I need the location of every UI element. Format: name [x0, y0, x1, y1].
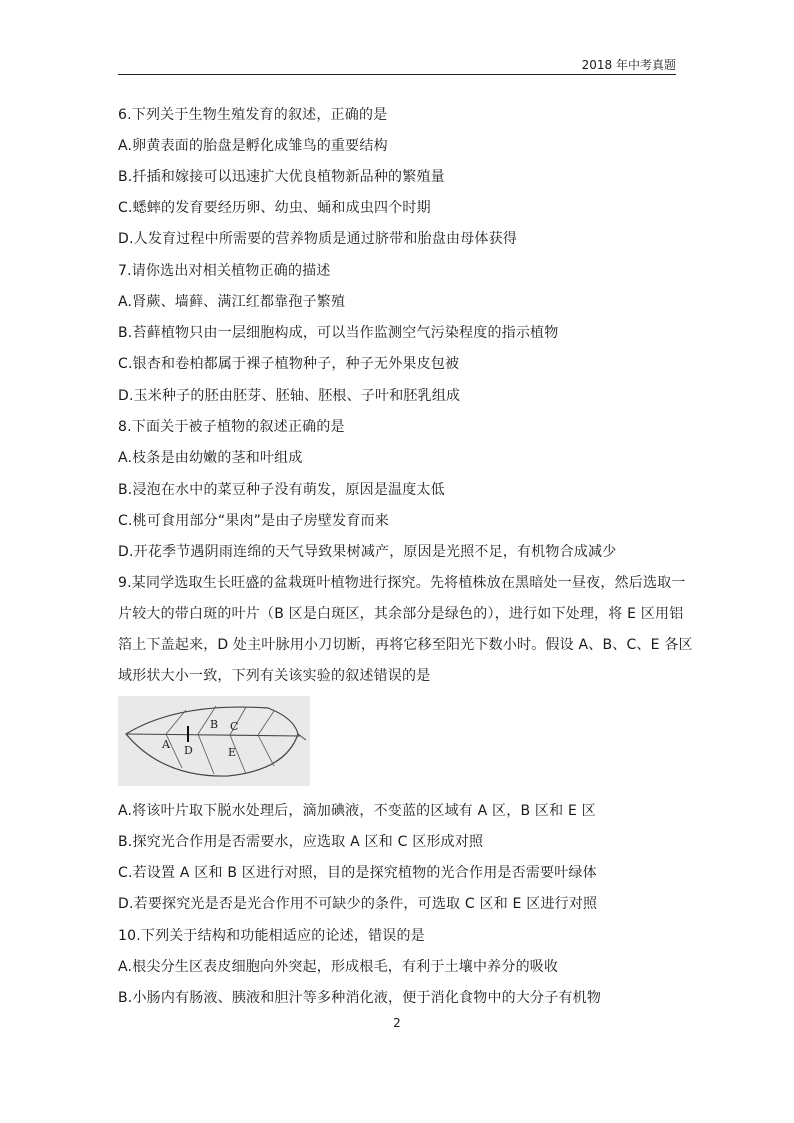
question-8-option-d: D.开花季节遇阴雨连绵的天气导致果树减产，原因是光照不足，有机物合成减少 — [118, 544, 617, 560]
page-header — [118, 56, 676, 75]
question-8-option-b: B.浸泡在水中的菜豆种子没有萌发，原因是温度太低 — [118, 482, 445, 498]
question-8-option-c: C.桃可食用部分“果肉”是由子房壁发育而来 — [118, 513, 389, 529]
question-8-stem: 8.下面关于被子植物的叙述正确的是 — [118, 419, 345, 435]
question-9-option-b: B.探究光合作用是否需要水，应选取 A 区和 C 区形成对照 — [118, 834, 484, 850]
leaf-midrib — [126, 734, 300, 736]
page-number: 2 — [393, 1016, 401, 1030]
leaf-vein-4 — [258, 711, 274, 735]
figure-label-a: A — [162, 738, 170, 751]
question-7-option-b: B.苔藓植物只由一层细胞构成，可以当作监测空气污染程度的指示植物 — [118, 325, 559, 341]
question-7-option-c: C.银杏和卷柏都属于裸子植物种子，种子无外果皮包被 — [118, 356, 460, 372]
leaf-diagram — [118, 696, 310, 786]
question-6-option-c: C.蟋蟀的发育要经历卵、幼虫、蛹和成虫四个时期 — [118, 200, 431, 216]
question-10-option-b: B.小肠内有肠液、胰液和胆汁等多种消化液，便于消化食物中的大分子有机物 — [118, 990, 602, 1006]
question-10-stem: 10.下列关于结构和功能相适应的论述，错误的是 — [118, 928, 425, 944]
question-6-stem: 6.下列关于生物生殖发育的叙述，正确的是 — [118, 107, 388, 123]
question-6-option-b: B.扦插和嫁接可以迅速扩大优良植物新品种的繁殖量 — [118, 169, 445, 185]
question-7-stem: 7.请你选出对相关植物正确的描述 — [118, 263, 331, 279]
header-title: 2018 年中考真题 — [581, 58, 676, 72]
question-9-stem-line-1: 9.某同学选取生长旺盛的盆栽斑叶植物进行探究。先将植株放在黑暗处一昼夜，然后选取一 — [118, 575, 686, 591]
question-6-option-d: D.人发育过程中所需要的营养物质是通过脐带和胎盘由母体获得 — [118, 231, 518, 247]
figure-label-d: D — [184, 744, 193, 757]
question-9-option-c: C.若设置 A 区和 B 区进行对照，目的是探究植物的光合作用是否需要叶绿体 — [118, 865, 597, 881]
figure-label-e: E — [228, 746, 237, 759]
leaf-vein-6 — [198, 734, 214, 774]
question-7-option-a: A.肾蕨、墙藓、满江红都靠孢子繁殖 — [118, 294, 346, 310]
leaf-diagram-svg — [118, 696, 310, 786]
question-8-option-a: A.枝条是由幼嫩的茎和叶组成 — [118, 450, 303, 466]
figure-label-c: C — [230, 720, 239, 733]
question-9-stem-line-3: 箔上下盖起来，D 处主叶脉用小刀切断，再将它移至阳光下数小时。假设 A、B、C、E 各区 — [118, 637, 693, 653]
question-9-stem-line-4: 域形状大小一致，下列有关该实验的叙述错误的是 — [118, 668, 431, 684]
question-9-option-d: D.若要探究光是否是光合作用不可缺少的条件，可选取 C 区和 E 区进行对照 — [118, 896, 598, 912]
question-9-stem-line-2: 片较大的带白斑的叶片（B 区是白斑区，其余部分是绿色的），进行如下处理，将 E 区用铝 — [118, 606, 684, 622]
question-10-option-a: A.根尖分生区表皮细胞向外突起，形成根毛，有利于土壤中养分的吸收 — [118, 959, 559, 975]
question-6-option-a: A.卵黄表面的胎盘是孵化成雏鸟的重要结构 — [118, 138, 388, 154]
figure-label-b: B — [210, 718, 219, 731]
question-7-option-d: D.玉米种子的胚由胚芽、胚轴、胚根、子叶和胚乳组成 — [118, 388, 461, 404]
leaf-tip — [298, 734, 306, 740]
leaf-vein-8 — [258, 735, 274, 766]
question-9-option-a: A.将该叶片取下脱水处理后，滴加碘液，不变蓝的区域有 A 区，B 区和 E 区 — [118, 803, 596, 819]
